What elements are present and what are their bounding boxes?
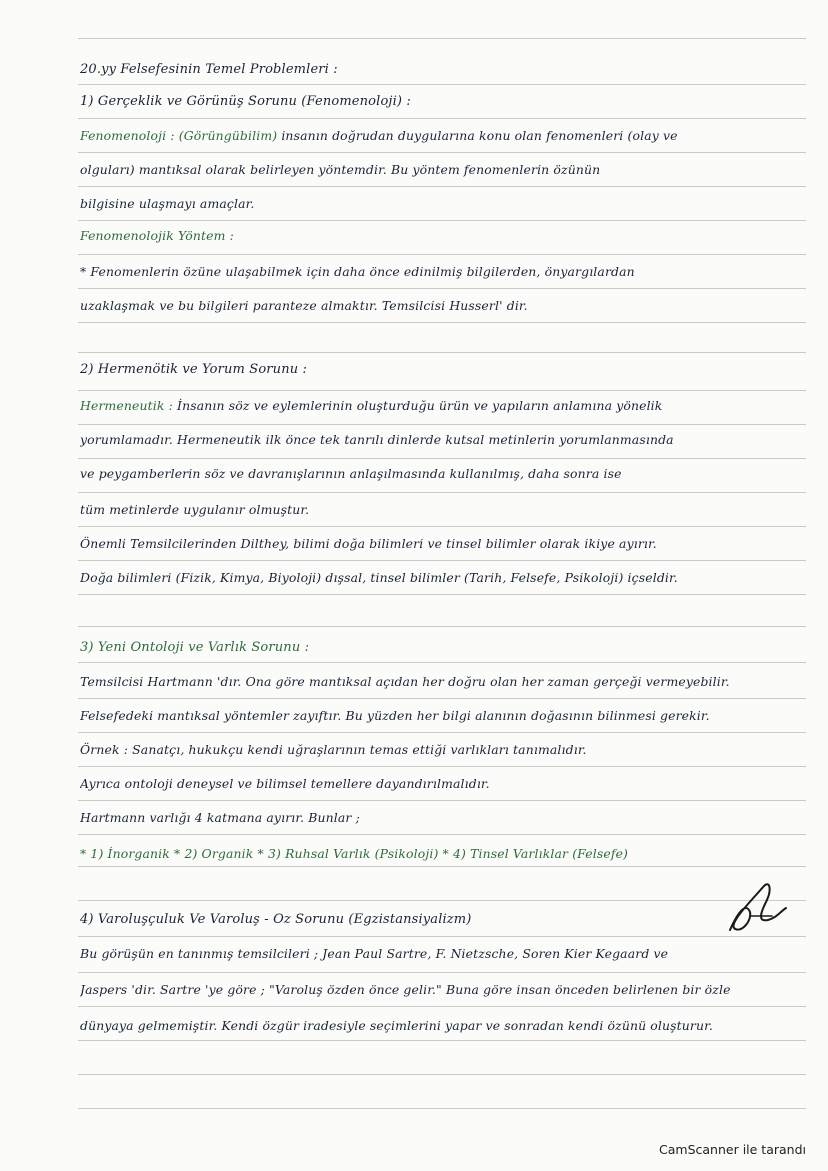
ruled-line bbox=[78, 352, 806, 353]
ruled-line bbox=[78, 560, 806, 561]
line-text-segment: * 3) Ruhsal Varlık (Psikoloji) bbox=[253, 846, 439, 861]
line-s1-heading bbox=[80, 94, 810, 109]
ruled-line bbox=[78, 834, 806, 835]
line-text-segment: ve peygamberlerin söz ve davranışlarının anlaşılmasında kullanılmış, daha sonra ise bbox=[80, 466, 622, 481]
line-text-segment: insanın doğrudan duygularına konu olan fenomenleri (olay ve bbox=[277, 128, 678, 143]
signature-mark bbox=[720, 872, 790, 942]
ruled-line bbox=[78, 766, 806, 767]
ruled-line bbox=[78, 458, 806, 459]
line-s2-heading bbox=[80, 362, 810, 377]
line-s2-l2 bbox=[80, 432, 810, 447]
line-s3-l4 bbox=[80, 776, 810, 791]
line-text-segment: İnsanın söz ve eylemlerinin oluşturduğu ürün ve yapıların anlamına yönelik bbox=[172, 398, 663, 413]
line-text-segment: Fenomenoloji : (Görüngübilim) bbox=[80, 128, 278, 143]
line-text-segment: * 4) Tinsel Varlıklar (Felsefe) bbox=[438, 846, 629, 861]
line-text-segment: bilgisine ulaşmayı amaçlar. bbox=[80, 196, 255, 211]
line-s3-heading bbox=[80, 640, 810, 655]
line-text-segment: Fenomenolojik Yöntem : bbox=[80, 228, 234, 243]
line-text-segment: tüm metinlerde uygulanır olmuştur. bbox=[80, 502, 310, 517]
line-s1-l2 bbox=[80, 162, 810, 177]
line-text-segment: Hermeneutik : bbox=[80, 398, 173, 413]
line-text-segment: dünyaya gelmemiştir. Kendi özgür iradesiyle seçimlerini yapar ve sonradan kendi özünü oluşturur. bbox=[80, 1018, 713, 1033]
ruled-line bbox=[78, 698, 806, 699]
line-s4-heading bbox=[80, 912, 810, 927]
line-s3-l3 bbox=[80, 742, 810, 757]
line-s4-l3 bbox=[80, 1018, 810, 1033]
ruled-line bbox=[78, 118, 806, 119]
ruled-line bbox=[78, 936, 806, 937]
line-s2-l1 bbox=[80, 398, 810, 413]
ruled-line bbox=[78, 866, 806, 867]
line-s4-l2 bbox=[80, 982, 810, 997]
line-s4-l1 bbox=[80, 946, 810, 961]
line-text-segment: * 2) Organik bbox=[169, 846, 254, 861]
line-s2-l4 bbox=[80, 502, 810, 517]
line-s2-l6 bbox=[80, 570, 810, 585]
line-text-segment: 1) Gerçeklik ve Görünüş Sorunu (Fenomenoloji) : bbox=[80, 94, 411, 109]
line-text-segment: * 1) İnorganik bbox=[80, 846, 170, 861]
ruled-line bbox=[78, 1040, 806, 1041]
ruled-line bbox=[78, 800, 806, 801]
ruled-line bbox=[78, 84, 806, 85]
ruled-line bbox=[78, 288, 806, 289]
page-title: 20.yy Felsefesinin Temel Problemleri : bbox=[80, 62, 338, 77]
line-text-segment: Doğa bilimleri (Fizik, Kimya, Biyoloji) dışsal, tinsel bilimler (Tarih, Felsefe, Psikoloji) içseldir. bbox=[80, 570, 678, 585]
line-text-segment: Önemli Temsilcilerinden Dilthey, bilimi doğa bilimleri ve tinsel bilimler olarak ikiye ayırır. bbox=[80, 536, 657, 551]
line-text-segment: Ayrıca ontoloji deneysel ve bilimsel temellere dayandırılmalıdır. bbox=[80, 776, 490, 791]
line-s2-l3 bbox=[80, 466, 810, 481]
ruled-line bbox=[78, 1108, 806, 1109]
line-text-segment: Hartmann varlığı 4 katmana ayırır. Bunlar ; bbox=[80, 810, 360, 825]
line-s2-l5 bbox=[80, 536, 810, 551]
line-s3-l1 bbox=[80, 674, 810, 689]
ruled-line bbox=[78, 322, 806, 323]
line-s1-l6 bbox=[80, 298, 810, 313]
line-text-segment: yorumlamadır. Hermeneutik ilk önce tek tanrılı dinlerde kutsal metinlerin yorumlanmasında bbox=[80, 432, 674, 447]
line-s3-l6 bbox=[80, 846, 810, 861]
ruled-line bbox=[78, 594, 806, 595]
line-text-segment: Bu görüşün en tanınmış temsilcileri ; Jean Paul Sartre, F. Nietzsche, Soren Kier Kegaard ve bbox=[80, 946, 669, 961]
line-s3-l2 bbox=[80, 708, 810, 723]
ruled-line bbox=[78, 732, 806, 733]
line-text-segment: Jaspers 'dir. Sartre 'ye göre ; "Varoluş özden önce gelir." Buna göre insan önceden belirlenen bir özle bbox=[80, 982, 731, 997]
line-text-segment: 2) Hermenötik ve Yorum Sorunu : bbox=[80, 362, 308, 377]
ruled-line bbox=[78, 254, 806, 255]
ruled-line bbox=[78, 526, 806, 527]
ruled-line bbox=[78, 972, 806, 973]
ruled-line bbox=[78, 626, 806, 627]
line-s3-l5 bbox=[80, 810, 810, 825]
line-text-segment: * Fenomenlerin özüne ulaşabilmek için daha önce edinilmiş bilgilerden, önyargılardan bbox=[80, 264, 635, 279]
line-s1-l1 bbox=[80, 128, 810, 143]
ruled-line bbox=[78, 900, 806, 901]
line-text-segment: olguları) mantıksal olarak belirleyen yöntemdir. Bu yöntem fenomenlerin özünün bbox=[80, 162, 601, 177]
ruled-line bbox=[78, 424, 806, 425]
ruled-line bbox=[78, 1074, 806, 1075]
line-s1-l4 bbox=[80, 228, 810, 243]
ruled-line bbox=[78, 492, 806, 493]
ruled-line bbox=[78, 1006, 806, 1007]
ruled-line bbox=[78, 152, 806, 153]
ruled-line bbox=[78, 390, 806, 391]
ruled-line bbox=[78, 220, 806, 221]
line-text-segment: Temsilcisi Hartmann 'dır. Ona göre mantıksal açıdan her doğru olan her zaman gerçeği vermeyebilir. bbox=[80, 674, 730, 689]
ruled-line bbox=[78, 186, 806, 187]
line-text-segment: uzaklaşmak ve bu bilgileri paranteze almaktır. Temsilcisi Husserl' dir. bbox=[80, 298, 528, 313]
ruled-line bbox=[78, 662, 806, 663]
line-s1-l3 bbox=[80, 196, 810, 211]
line-text-segment: Felsefedeki mantıksal yöntemler zayıftır. Bu yüzden her bilgi alanının doğasının bilinmesi gerekir. bbox=[80, 708, 710, 723]
scanner-footer: CamScanner ile tarandı bbox=[659, 1142, 806, 1157]
line-text-segment: Örnek : Sanatçı, hukukçu kendi uğraşlarının temas ettiği varlıkları tanımalıdır. bbox=[80, 742, 587, 757]
line-s1-l5 bbox=[80, 264, 810, 279]
ruled-line bbox=[78, 38, 806, 39]
line-text-segment: 3) Yeni Ontoloji ve Varlık Sorunu : bbox=[80, 640, 310, 655]
line-text-segment: 4) Varoluşçuluk Ve Varoluş - Öz Sorunu (Egzistansiyalizm) bbox=[80, 912, 472, 927]
